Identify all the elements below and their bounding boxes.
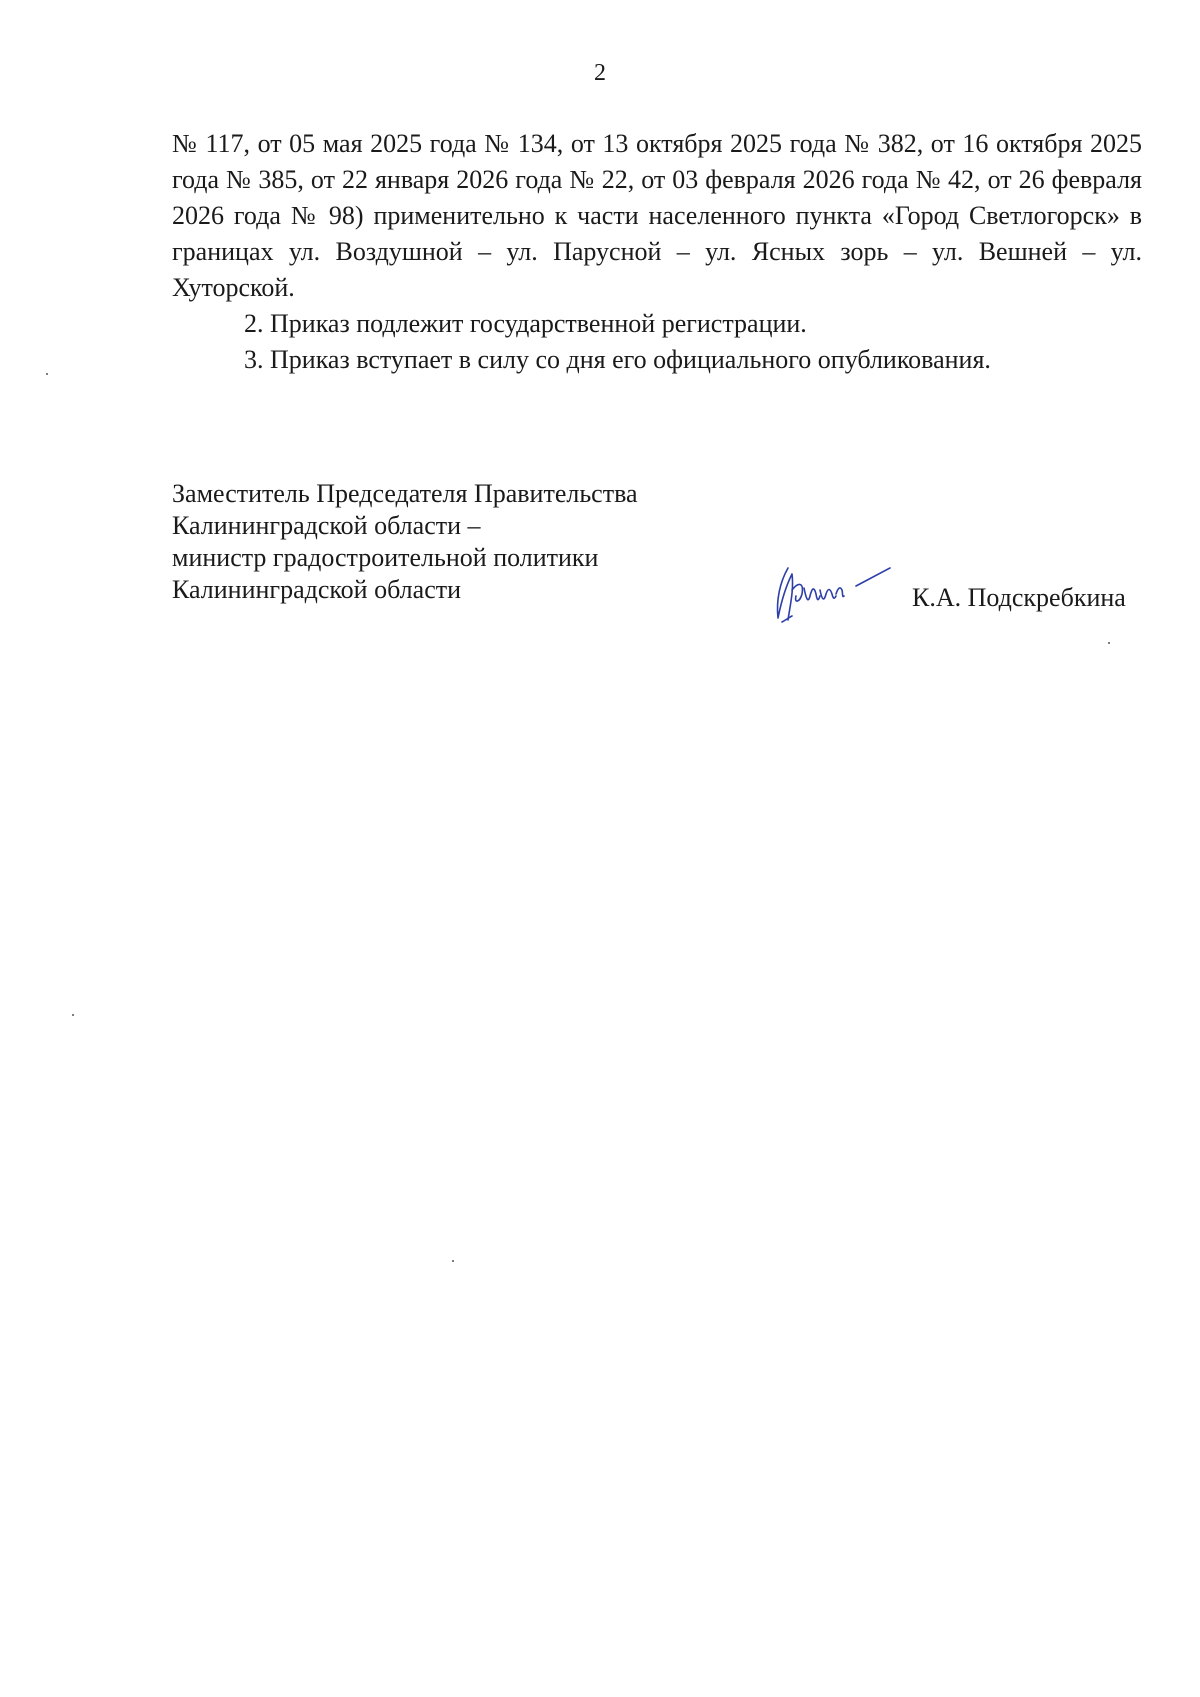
scan-speck [72, 1014, 74, 1016]
scan-speck [452, 1260, 454, 1262]
clause-2: 2. Приказ подлежит государственной регистрации. [244, 309, 807, 338]
position-line: министр градостроительной политики [172, 543, 599, 572]
position-line: Калининградской области – [172, 511, 481, 540]
scan-speck [1108, 642, 1110, 644]
signatory-position [172, 478, 712, 606]
page-number: 2 [594, 60, 606, 86]
clause-3: 3. Приказ вступает в силу со дня его официального опубликования. [244, 345, 991, 374]
scan-speck [46, 373, 48, 375]
position-line: Калининградской области [172, 575, 462, 604]
handwritten-signature [770, 560, 900, 630]
signer-name: К.А. Подскребкина [912, 583, 1126, 612]
paragraph-continuation: № 117, от 05 мая 2025 года № 134, от 13 октября 2025 года № 382, от 16 октября 2025 года № 385, от 22 января 2026 года № 22, от 03 февраля 2026 года № 42, от 26 февраля 2026 года № 98) применительно к части населенного пункта «Город Светлогорск» в границах ул. Воздушной – ул. Парусной – ул. Ясных зорь – ул. Вешней – ул. Хуторской. [172, 129, 1142, 302]
position-line: Заместитель Председателя Правительства [172, 479, 638, 508]
document-body [172, 126, 1142, 378]
